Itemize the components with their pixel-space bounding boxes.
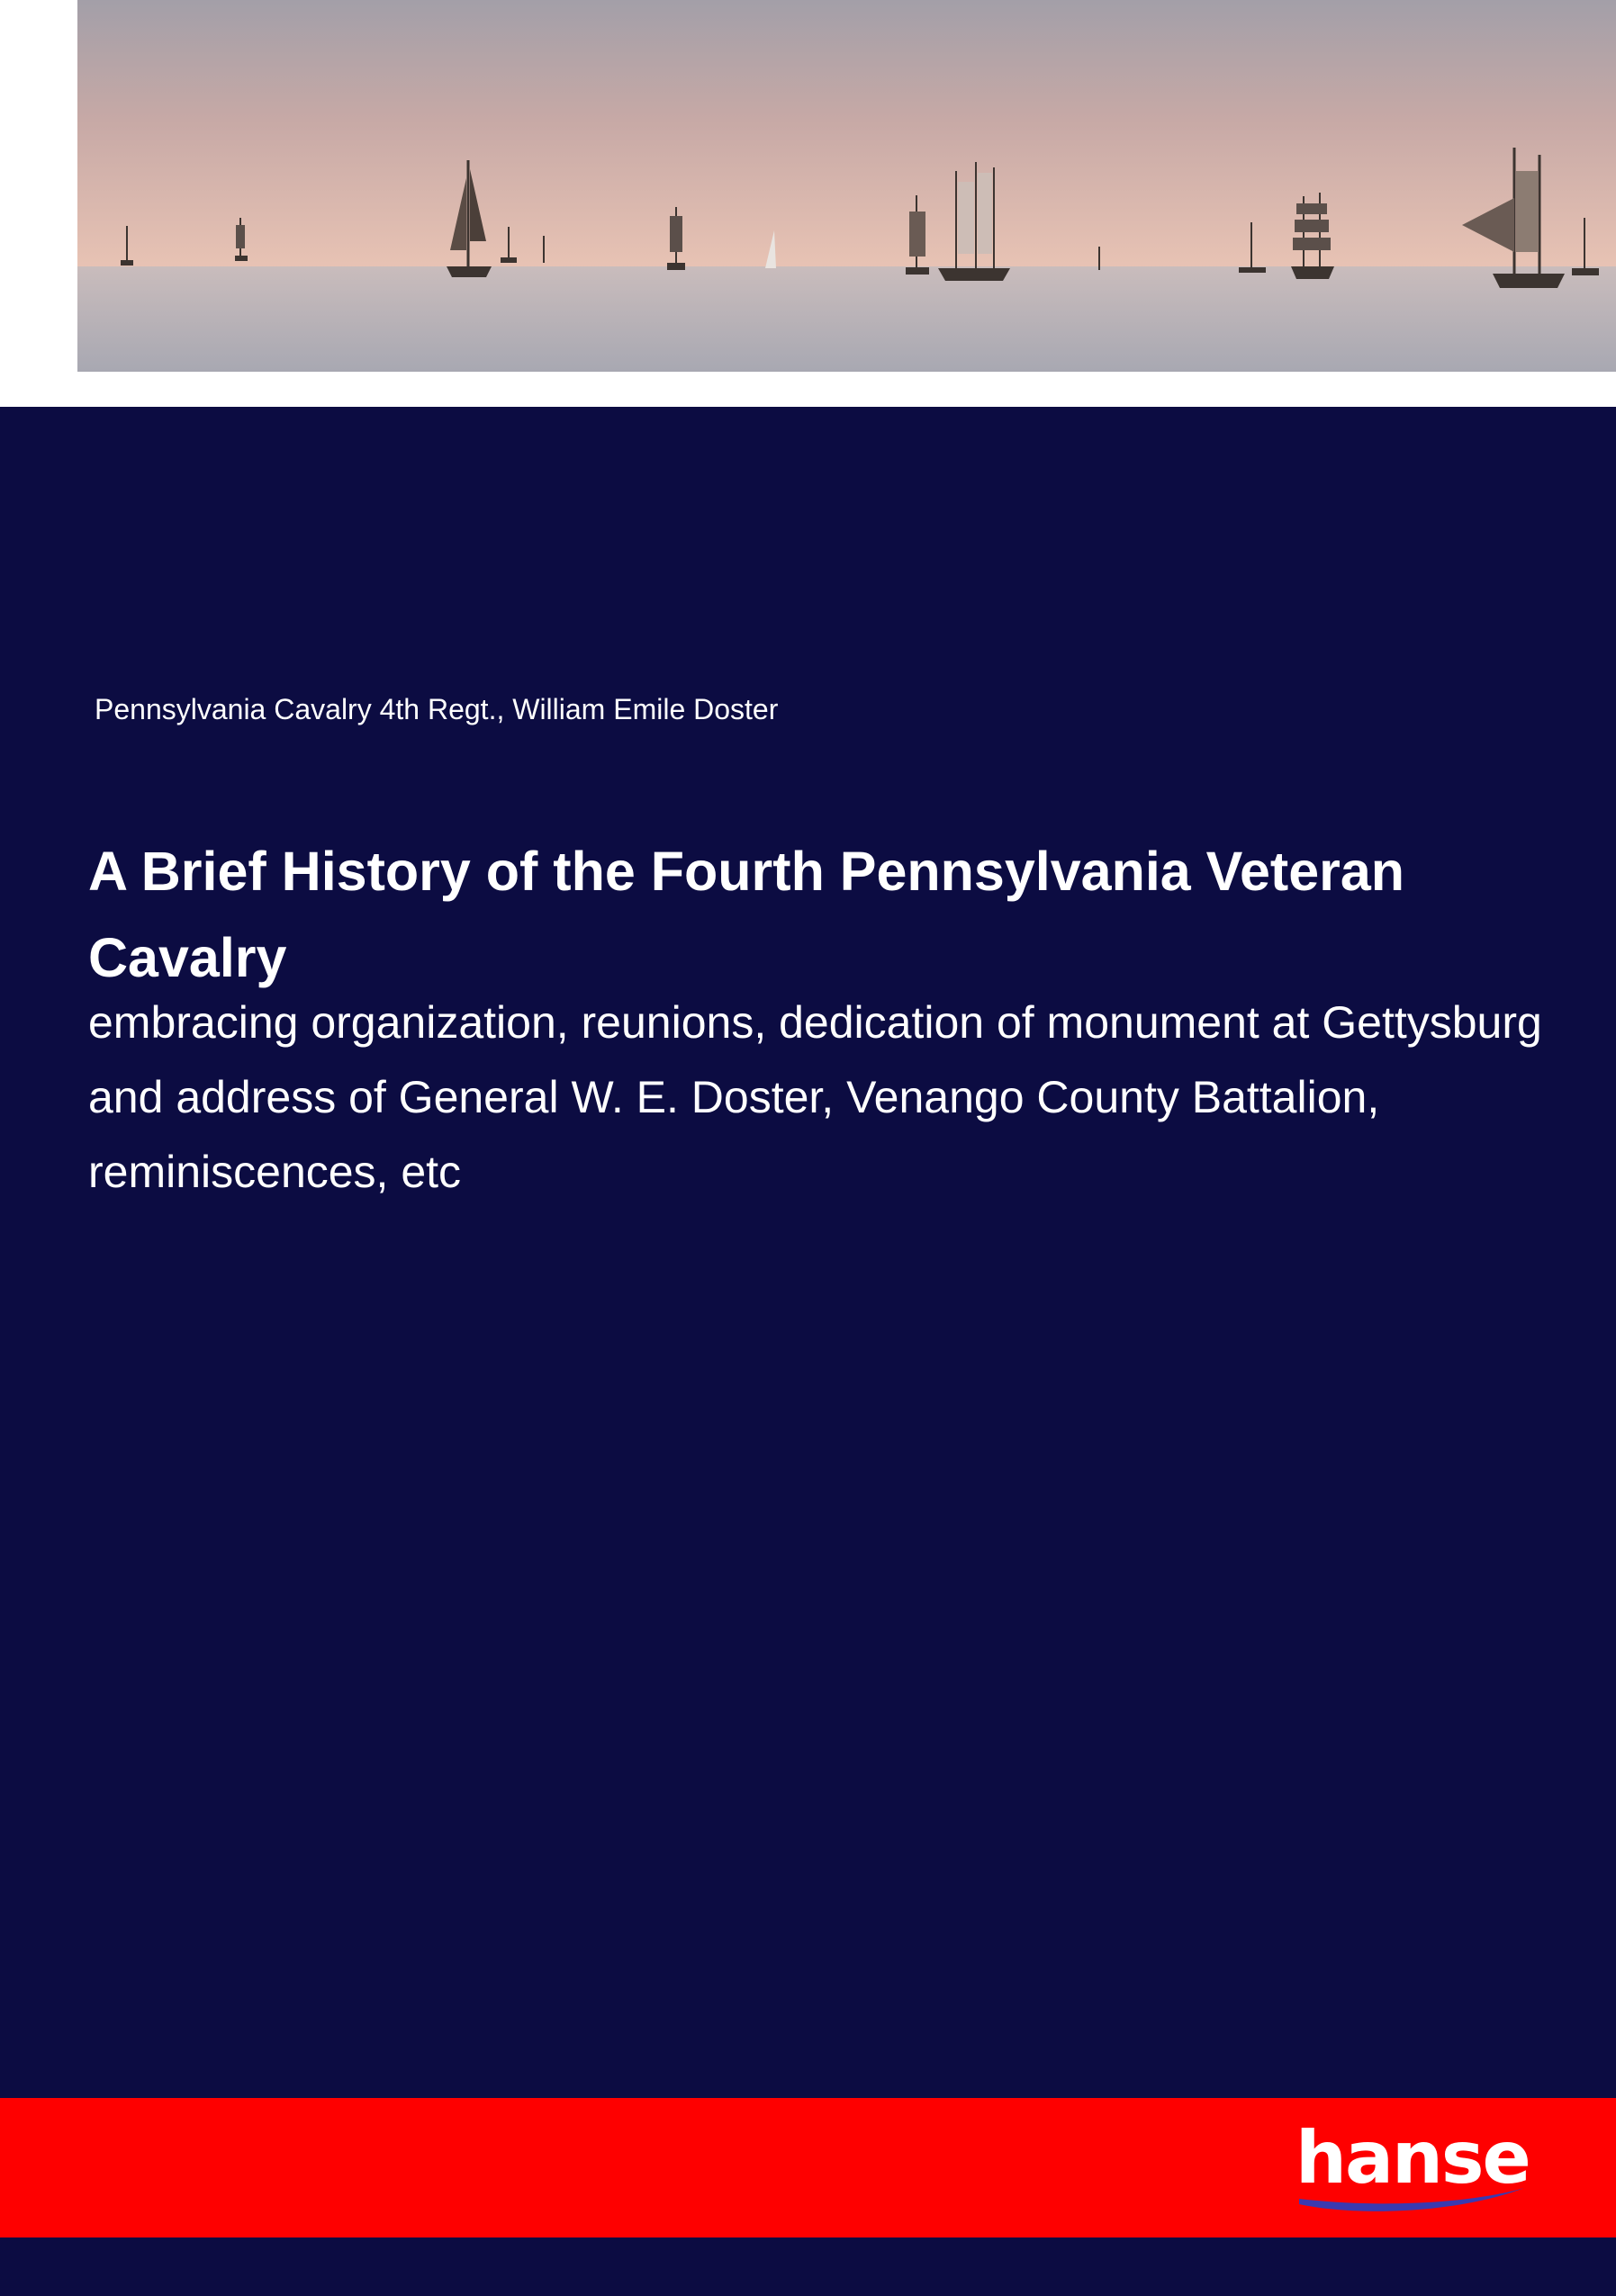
publisher-band (0, 2098, 1616, 2237)
book-title: A Brief History of the Fourth Pennsylvania Veteran Cavalry (88, 841, 1405, 988)
tall-ships-sunset-photo (77, 0, 1616, 372)
swoosh-icon (1296, 2177, 1530, 2213)
publisher-name: hanse (1296, 2116, 1530, 2200)
author-line: Pennsylvania Cavalry 4th Regt., William Emile Doster (95, 693, 779, 725)
hanse-logo (1296, 2118, 1530, 2217)
book-subtitle: embracing organization, reunions, dedication of monument at Gettysburg and address of General W. E. Doster, Venango County Battalion, reminiscences, etc (88, 997, 1542, 1197)
